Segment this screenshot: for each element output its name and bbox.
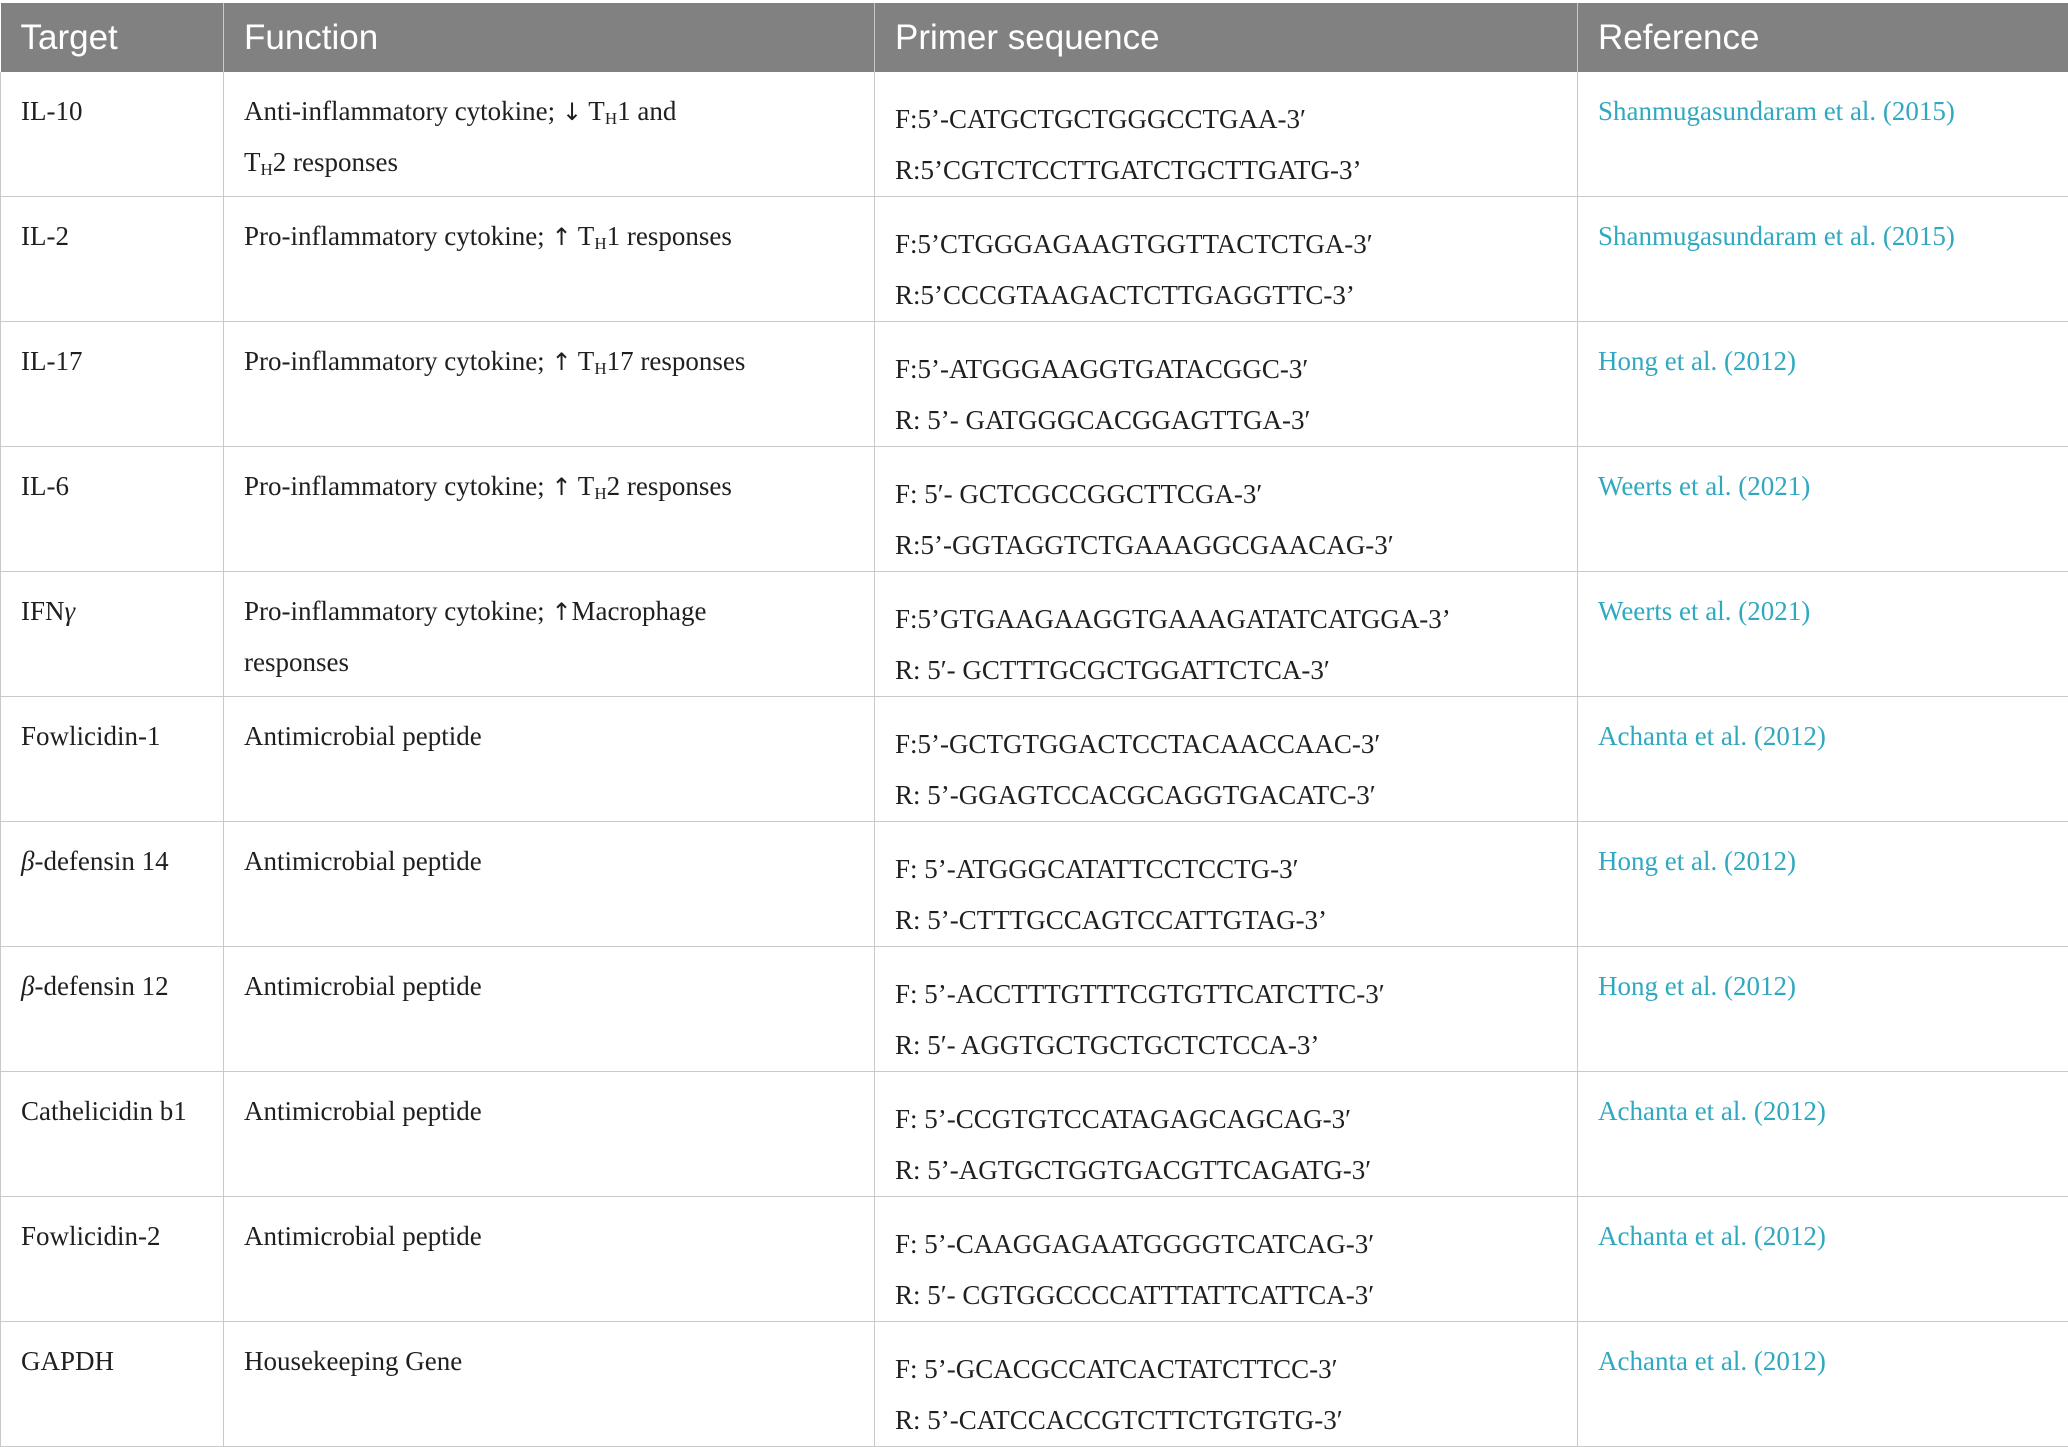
function-part: T — [244, 147, 261, 177]
function-part: 1 and — [617, 96, 676, 126]
primer-table — [0, 3, 2068, 1447]
function-part: 2 responses — [273, 147, 398, 177]
forward-primer: F:5’GTGAAGAAGGTGAAAGATATCATGGA-3’ — [895, 594, 1557, 645]
target-cell — [1, 447, 224, 572]
target-name: Fowlicidin-2 — [21, 1221, 161, 1251]
primer-cell — [875, 197, 1578, 322]
target-cell — [1, 197, 224, 322]
up-arrow-icon: ↑ — [551, 223, 571, 251]
reverse-primer: R: 5′- GCTTTGCGCTGGATTCTCA-3′ — [895, 645, 1557, 696]
forward-primer: F:5’-ATGGGAAGGTGATACGGC-3′ — [895, 344, 1557, 395]
reverse-primer: R: 5’-CATCCACCGTCTTCTGTGTG-3′ — [895, 1395, 1557, 1446]
reverse-primer: R:5’CCCGTAAGACTCTTGAGGTTC-3’ — [895, 270, 1557, 321]
reference-cell — [1578, 72, 2068, 197]
target-cell — [1, 572, 224, 697]
function-part: T — [572, 346, 595, 376]
reference-cell — [1578, 947, 2068, 1072]
function-cell — [224, 322, 875, 447]
table-row — [1, 197, 2068, 322]
reverse-primer: R: 5’-GGAGTCCACGCAGGTGACATC-3′ — [895, 770, 1557, 821]
reference-link[interactable]: Weerts et al. (2021) — [1598, 596, 1810, 626]
primer-cell — [875, 1072, 1578, 1197]
header-row — [1, 3, 2068, 72]
reverse-primer: R:5’-GGTAGGTCTGAAAGGCGAACAG-3′ — [895, 520, 1557, 571]
reference-link[interactable]: Weerts et al. (2021) — [1598, 471, 1810, 501]
primer-cell — [875, 572, 1578, 697]
table-header — [1, 3, 2068, 72]
reverse-primer: R: 5′- AGGTGCTGCTGCTCTCCA-3’ — [895, 1020, 1557, 1071]
table-row — [1, 947, 2068, 1072]
reference-cell — [1578, 697, 2068, 822]
reverse-primer: R: 5′- CGTGGCCCCATTTATTCATTCA-3′ — [895, 1270, 1557, 1321]
function-lead: Pro-inflammatory cytokine; — [244, 471, 551, 501]
target-greek: β — [21, 971, 34, 1001]
target-name: GAPDH — [21, 1346, 114, 1376]
down-arrow-icon: ↓ — [562, 98, 582, 126]
function-lead: Housekeeping Gene — [244, 1346, 462, 1376]
header-primer-sequence: Primer sequence — [875, 3, 1578, 72]
reference-cell — [1578, 1322, 2068, 1447]
target-cell — [1, 1197, 224, 1322]
target-name: IL-10 — [21, 96, 82, 126]
reference-link[interactable]: Shanmugasundaram et al. (2015) — [1598, 221, 1955, 251]
function-lead: Antimicrobial peptide — [244, 1096, 482, 1126]
forward-primer: F: 5’-ACCTTTGTTTCGTGTTCATCTTC-3′ — [895, 969, 1557, 1020]
target-cell — [1, 822, 224, 947]
target-greek: β — [21, 846, 34, 876]
function-subscript: H — [594, 359, 606, 378]
function-lead: Pro-inflammatory cytokine; — [244, 596, 551, 626]
table-row — [1, 72, 2068, 197]
forward-primer: F: 5’-CAAGGAGAATGGGGTCATCAG-3′ — [895, 1219, 1557, 1270]
function-part: 2 responses — [607, 471, 732, 501]
function-lead: Pro-inflammatory cytokine; — [244, 346, 551, 376]
function-cell — [224, 72, 875, 197]
up-arrow-icon: ↑ — [551, 598, 571, 626]
table-row — [1, 1072, 2068, 1197]
target-cell — [1, 1322, 224, 1447]
function-subscript: H — [594, 484, 606, 503]
primer-cell — [875, 1197, 1578, 1322]
primer-cell — [875, 697, 1578, 822]
function-cell — [224, 572, 875, 697]
reverse-primer: R:5’CGTCTCCTTGATCTGCTTGATG-3’ — [895, 145, 1557, 196]
reference-cell — [1578, 822, 2068, 947]
function-lead: Pro-inflammatory cytokine; — [244, 221, 551, 251]
reference-cell — [1578, 572, 2068, 697]
table-row — [1, 697, 2068, 822]
reverse-primer: R: 5’- GATGGGCACGGAGTTGA-3′ — [895, 395, 1557, 446]
reference-link[interactable]: Shanmugasundaram et al. (2015) — [1598, 96, 1955, 126]
forward-primer: F: 5’-GCACGCCATCACTATCTTCC-3′ — [895, 1344, 1557, 1395]
function-subscript: H — [605, 109, 617, 128]
reference-link[interactable]: Achanta et al. (2012) — [1598, 1096, 1826, 1126]
function-part: responses — [244, 647, 349, 677]
header-function: Function — [224, 3, 875, 72]
function-subscript: H — [261, 160, 273, 179]
function-lead: Antimicrobial peptide — [244, 1221, 482, 1251]
function-cell — [224, 947, 875, 1072]
function-lead: Antimicrobial peptide — [244, 846, 482, 876]
primer-cell — [875, 447, 1578, 572]
table-row — [1, 447, 2068, 572]
target-cell — [1, 697, 224, 822]
primer-cell — [875, 1322, 1578, 1447]
function-part: Macrophage — [572, 596, 707, 626]
target-cell — [1, 72, 224, 197]
forward-primer: F:5’-GCTGTGGACTCCTACAACCAAC-3′ — [895, 719, 1557, 770]
function-cell — [224, 1322, 875, 1447]
header-target: Target — [1, 3, 224, 72]
table-row — [1, 1197, 2068, 1322]
target-name: -defensin 12 — [34, 971, 168, 1001]
reference-cell — [1578, 1072, 2068, 1197]
table-row — [1, 1322, 2068, 1447]
function-cell — [224, 1197, 875, 1322]
target-name: IL-17 — [21, 346, 82, 376]
function-cell — [224, 822, 875, 947]
reference-cell — [1578, 1197, 2068, 1322]
reference-cell — [1578, 322, 2068, 447]
primer-cell — [875, 322, 1578, 447]
target-name: -defensin 14 — [34, 846, 168, 876]
reverse-primer: R: 5’-CTTTGCCAGTCCATTGTAG-3’ — [895, 895, 1557, 946]
function-lead: Antimicrobial peptide — [244, 721, 482, 751]
table-body — [1, 72, 2068, 1447]
table-row — [1, 822, 2068, 947]
target-cell — [1, 322, 224, 447]
reference-link[interactable]: Achanta et al. (2012) — [1598, 721, 1826, 751]
function-cell — [224, 697, 875, 822]
reference-link[interactable]: Achanta et al. (2012) — [1598, 1346, 1826, 1376]
reference-link[interactable]: Achanta et al. (2012) — [1598, 1221, 1826, 1251]
function-part: 17 responses — [607, 346, 746, 376]
target-name: IL-6 — [21, 471, 69, 501]
function-cell — [224, 1072, 875, 1197]
target-name: Cathelicidin b1 — [21, 1096, 187, 1126]
target-prefix: IFN — [21, 596, 65, 626]
function-part: T — [572, 471, 595, 501]
reverse-primer: R: 5’-AGTGCTGGTGACGTTCAGATG-3′ — [895, 1145, 1557, 1196]
target-name: IL-2 — [21, 221, 69, 251]
table-row — [1, 322, 2068, 447]
header-reference: Reference — [1578, 3, 2068, 72]
forward-primer: F:5’CTGGGAGAAGTGGTTACTCTGA-3′ — [895, 219, 1557, 270]
primer-cell — [875, 72, 1578, 197]
function-lead: Anti-inflammatory cytokine; — [244, 96, 562, 126]
target-cell — [1, 947, 224, 1072]
function-cell — [224, 447, 875, 572]
table-row — [1, 572, 2068, 697]
target-cell — [1, 1072, 224, 1197]
function-part: T — [582, 96, 605, 126]
function-part: 1 responses — [607, 221, 732, 251]
reference-link[interactable]: Hong et al. (2012) — [1598, 346, 1796, 376]
up-arrow-icon: ↑ — [551, 473, 571, 501]
forward-primer: F: 5’-CCGTGTCCATAGAGCAGCAG-3′ — [895, 1094, 1557, 1145]
reference-cell — [1578, 197, 2068, 322]
target-greek: γ — [65, 596, 76, 626]
function-cell — [224, 197, 875, 322]
function-lead: Antimicrobial peptide — [244, 971, 482, 1001]
reference-link[interactable]: Hong et al. (2012) — [1598, 846, 1796, 876]
target-name: Fowlicidin-1 — [21, 721, 161, 751]
primer-cell — [875, 822, 1578, 947]
forward-primer: F: 5’-ATGGGCATATTCCTCCTG-3′ — [895, 844, 1557, 895]
forward-primer: F: 5′- GCTCGCCGGCTTCGA-3′ — [895, 469, 1557, 520]
reference-cell — [1578, 447, 2068, 572]
primer-cell — [875, 947, 1578, 1072]
function-subscript: H — [594, 234, 606, 253]
function-part: T — [572, 221, 595, 251]
forward-primer: F:5’-CATGCTGCTGGGCCTGAA-3′ — [895, 94, 1557, 145]
up-arrow-icon: ↑ — [551, 348, 571, 376]
reference-link[interactable]: Hong et al. (2012) — [1598, 971, 1796, 1001]
